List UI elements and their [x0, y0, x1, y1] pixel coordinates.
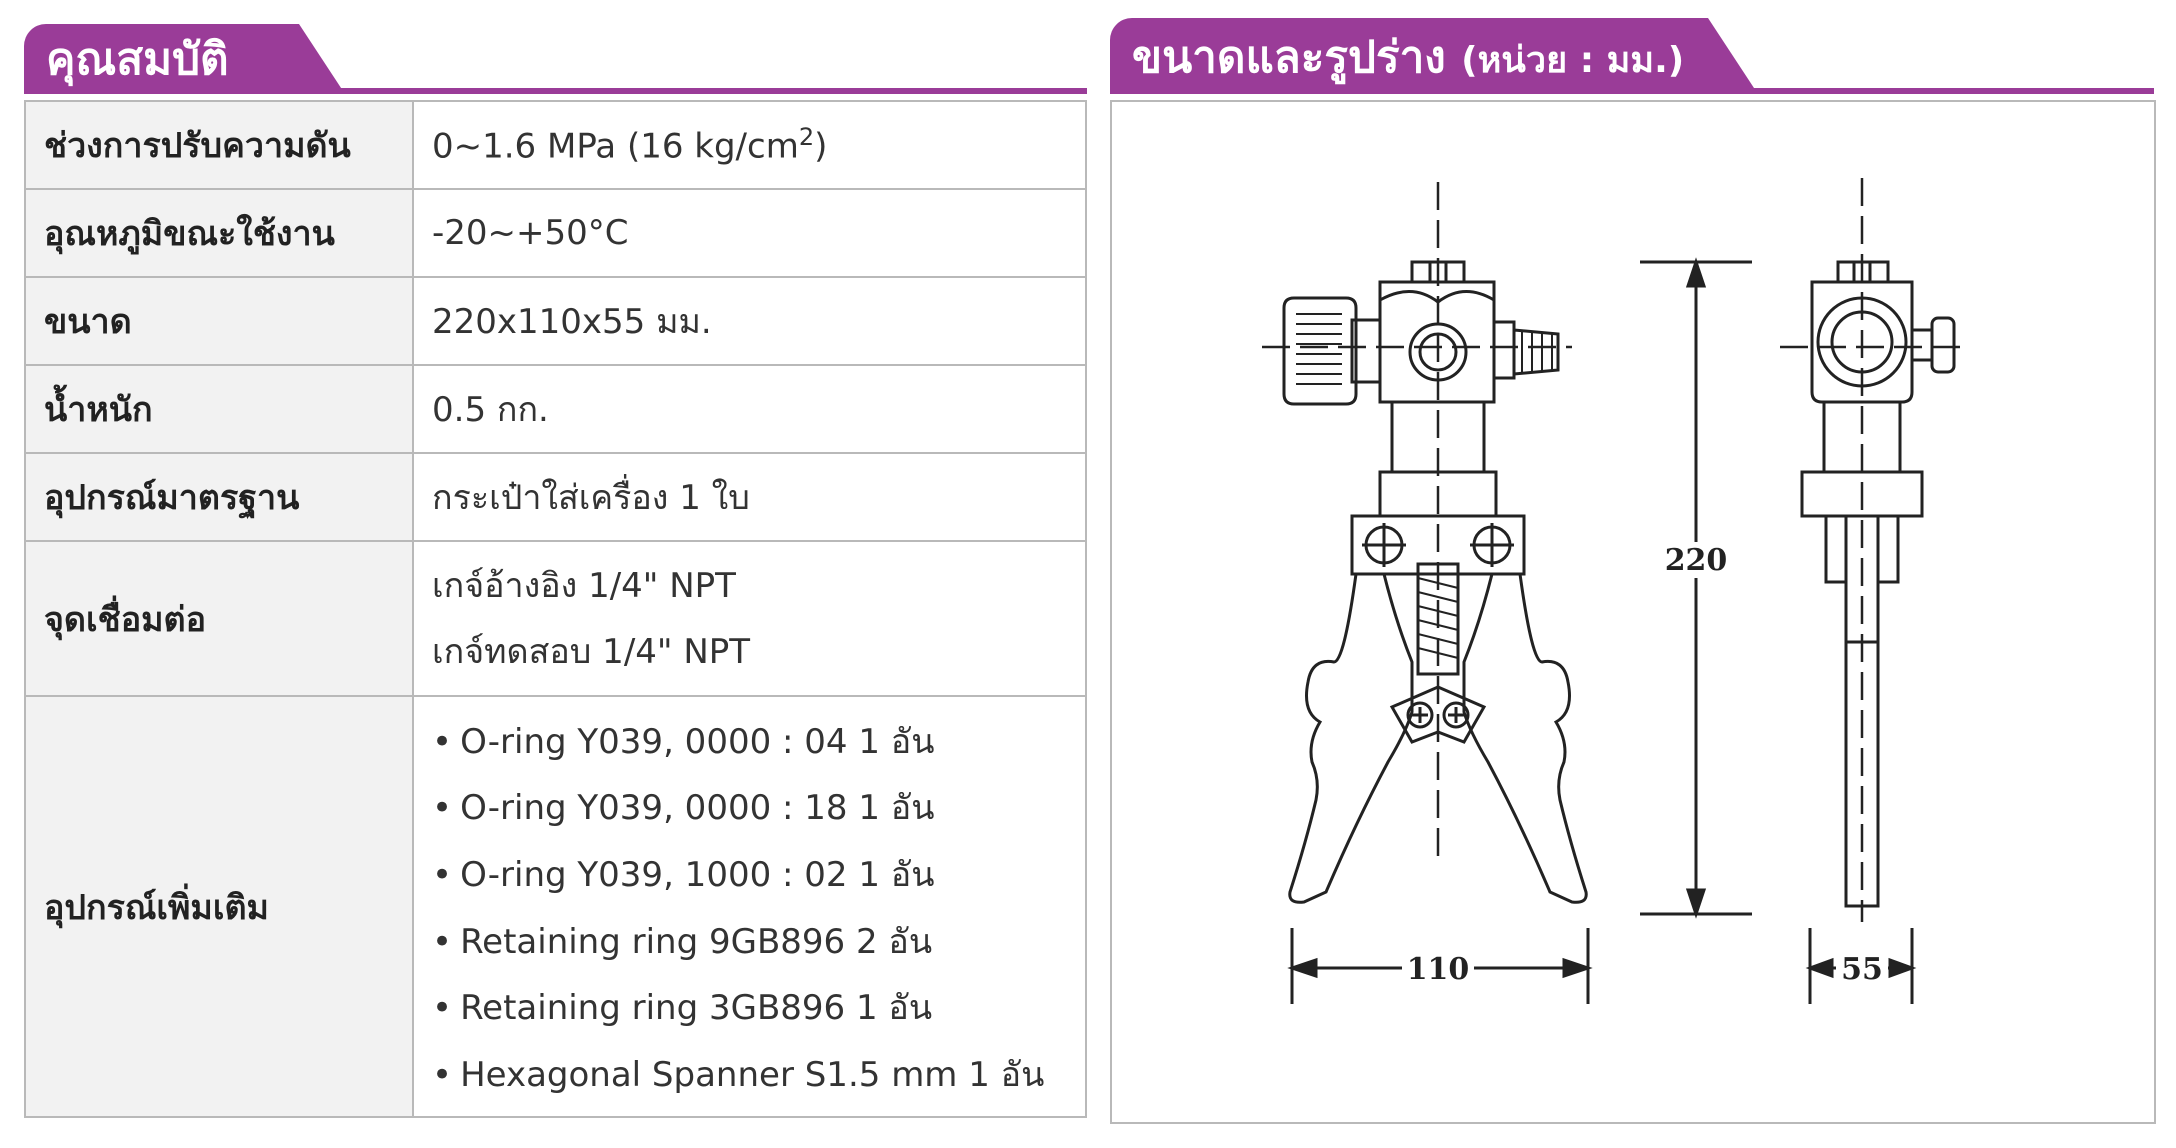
connection-line: เกจ์ทดสอบ 1/4" NPT [432, 631, 751, 672]
table-row [25, 101, 1086, 189]
table-row [25, 189, 1086, 277]
spec-label: อุปกรณ์เพิ่มเติม [25, 696, 413, 1117]
table-row [25, 541, 1086, 696]
width-dimension-label: 110 [1406, 952, 1470, 987]
dimensions-title: ขนาดและรูปร่าง [1132, 32, 1446, 83]
spec-label: อุณหภูมิขณะใช้งาน [25, 189, 413, 277]
height-dimension-label: 220 [1664, 543, 1728, 578]
spec-label: อุปกรณ์มาตรฐาน [25, 453, 413, 541]
spec-label: ช่วงการปรับความดัน [25, 101, 413, 189]
list-item: • Retaining ring 9GB896 2 อัน [432, 909, 1067, 976]
pump-drawing [1112, 102, 2154, 1122]
depth-dimension-label: 55 [1841, 952, 1883, 987]
list-item: • O-ring Y039, 1000 : 02 1 อัน [432, 842, 1067, 909]
spec-value: 220x110x55 มม. [413, 277, 1086, 365]
properties-header-rule [24, 88, 1087, 94]
accessory-list [432, 709, 1067, 1109]
list-item: • Retaining ring 3GB896 1 อัน [432, 975, 1067, 1042]
properties-title: คุณสมบัติ [46, 34, 229, 85]
spec-value [413, 696, 1086, 1117]
table-row [25, 365, 1086, 453]
spec-label: ขนาด [25, 277, 413, 365]
height-dimension [1640, 262, 1752, 914]
table-row [25, 277, 1086, 365]
connection-line: เกจ์อ้างอิง 1/4" NPT [432, 565, 736, 606]
spec-value: 0.5 กก. [413, 365, 1086, 453]
table-row [25, 453, 1086, 541]
table-row [25, 696, 1086, 1117]
spec-value: -20~+50°C [413, 189, 1086, 277]
side-view [1780, 178, 1962, 1004]
spec-table [24, 100, 1087, 1118]
spec-value [413, 541, 1086, 696]
front-view [1262, 182, 1588, 1004]
dimensions-unit: (หน่วย : มม.) [1461, 40, 1685, 81]
spec-value: 0~1.6 MPa (16 $kg/cm^2$) [413, 101, 1086, 189]
list-item: • O-ring Y039, 0000 : 18 1 อัน [432, 775, 1067, 842]
dimension-drawing-panel [1110, 100, 2156, 1124]
spec-value: กระเป๋าใส่เครื่อง 1 ใบ [413, 453, 1086, 541]
list-item: • O-ring Y039, 0000 : 04 1 อัน [432, 709, 1067, 776]
spec-label: จุดเชื่อมต่อ [25, 541, 413, 696]
spec-label: น้ำหนัก [25, 365, 413, 453]
list-item: • Hexagonal Spanner S1.5 mm 1 อัน [432, 1042, 1067, 1109]
dimensions-header-rule [1110, 88, 2154, 94]
